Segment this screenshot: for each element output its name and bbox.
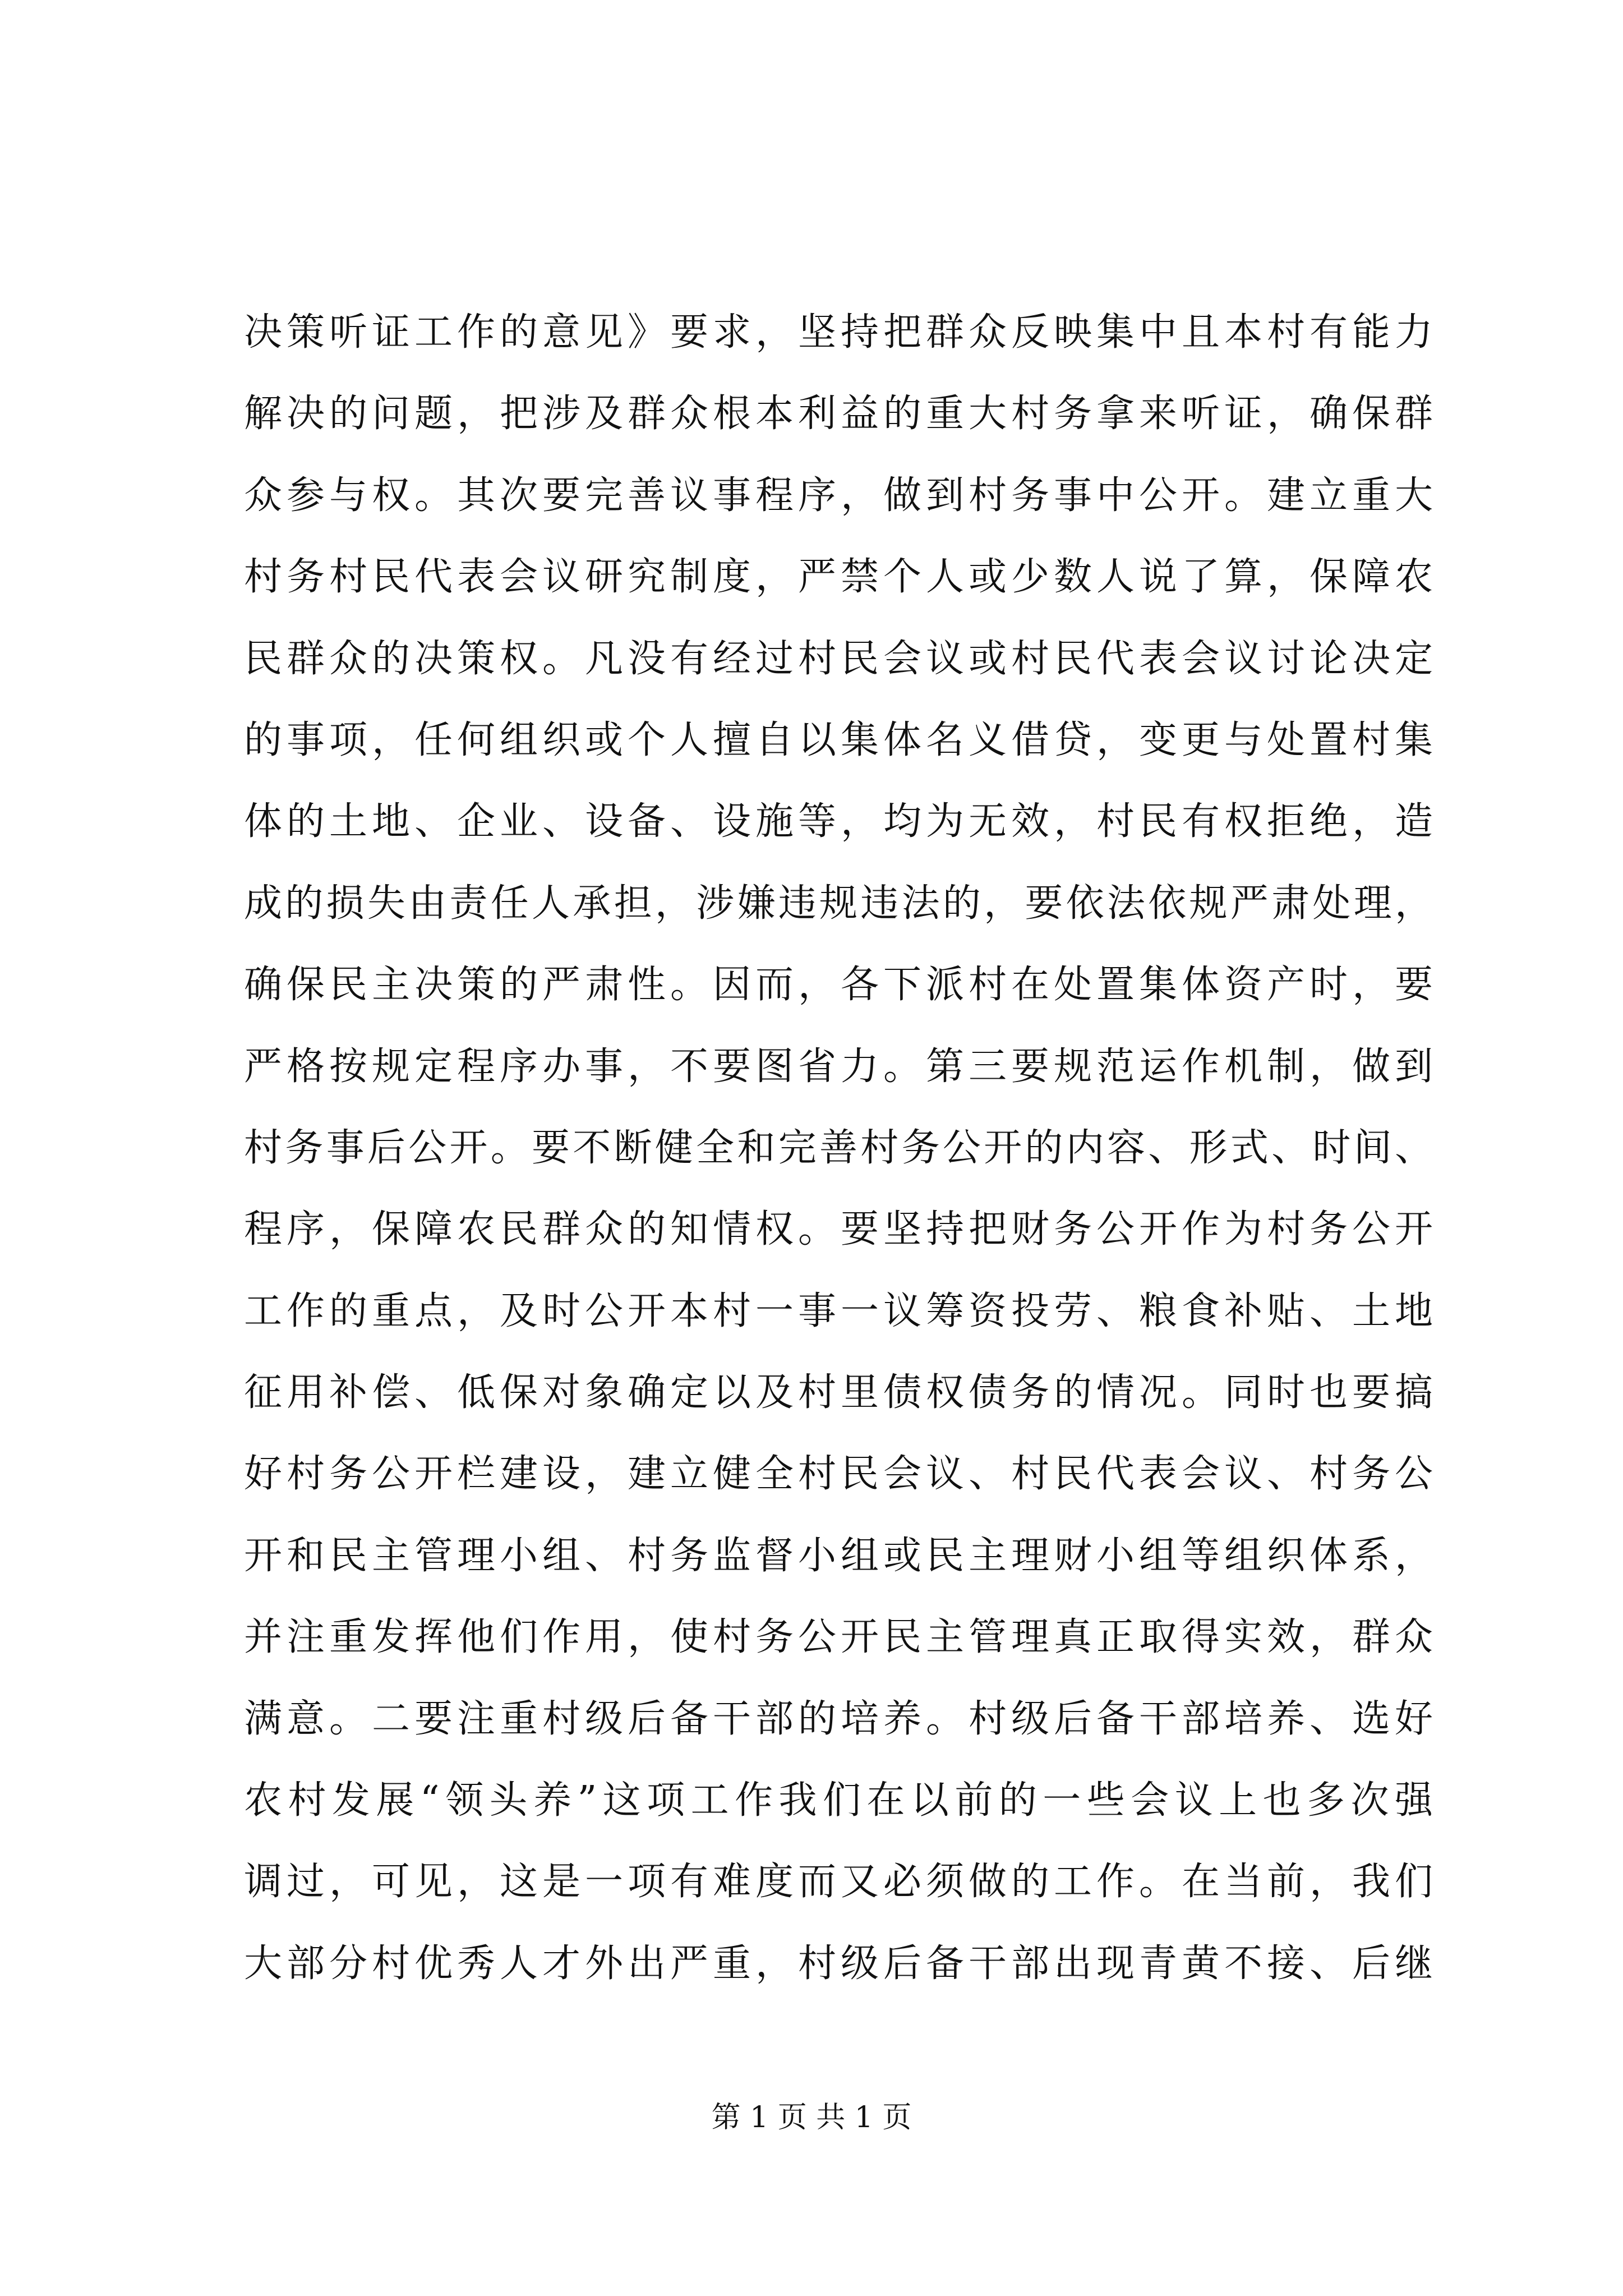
body-text	[244, 292, 1433, 2004]
text-line: 满意。二要注重村级后备干部的培养。村级后备干部培养、选好	[244, 1696, 1433, 1741]
text-line: 农村发展“领头养”这项工作我们在以前的一些会议上也多次强	[244, 1778, 1433, 1823]
text-line: 征用补偿、低保对象确定以及村里债权债务的情况。同时也要搞	[244, 1370, 1433, 1415]
text-line: 大部分村优秀人才外出严重，村级后备干部出现青黄不接、后继	[244, 1941, 1433, 1986]
text-line: 体的土地、企业、设备、设施等，均为无效，村民有权拒绝，造	[244, 799, 1433, 844]
page-footer: 第 1 页 共 1 页	[711, 2101, 912, 2134]
text-line: 好村务公开栏建设，建立健全村民会议、村民代表会议、村务公	[244, 1452, 1433, 1497]
text-line: 决策听证工作的意见》要求，坚持把群众反映集中且本村有能力	[244, 310, 1433, 355]
text-line: 解决的问题，把涉及群众根本利益的重大村务拿来听证，确保群	[244, 392, 1433, 436]
text-line: 开和民主管理小组、村务监督小组或民主理财小组等组织体系，	[244, 1533, 1433, 1578]
text-line: 严格按规定程序办事，不要图省力。第三要规范运作机制，做到	[244, 1044, 1433, 1089]
text-line: 成的损失由责任人承担，涉嫌违规违法的，要依法依规严肃处理，	[244, 881, 1433, 926]
text-line: 村务事后公开。要不断健全和完善村务公开的内容、形式、时间、	[244, 1125, 1433, 1170]
text-line: 程序，保障农民群众的知情权。要坚持把财务公开作为村务公开	[244, 1207, 1433, 1252]
text-line: 确保民主决策的严肃性。因而，各下派村在处置集体资产时，要	[244, 963, 1433, 1007]
text-line: 民群众的决策权。凡没有经过村民会议或村民代表会议讨论决定	[244, 636, 1433, 681]
text-line: 众参与权。其次要完善议事程序，做到村务事中公开。建立重大	[244, 473, 1433, 518]
text-line: 村务村民代表会议研究制度，严禁个人或少数人说了算，保障农	[244, 555, 1433, 600]
text-line: 工作的重点，及时公开本村一事一议筹资投劳、粮食补贴、土地	[244, 1289, 1433, 1333]
text-line: 的事项，任何组织或个人擅自以集体名义借贷，变更与处置村集	[244, 717, 1433, 762]
text-line: 并注重发挥他们作用，使村务公开民主管理真正取得实效，群众	[244, 1615, 1433, 1660]
text-line: 调过，可见，这是一项有难度而又必须做的工作。在当前，我们	[244, 1860, 1433, 1904]
